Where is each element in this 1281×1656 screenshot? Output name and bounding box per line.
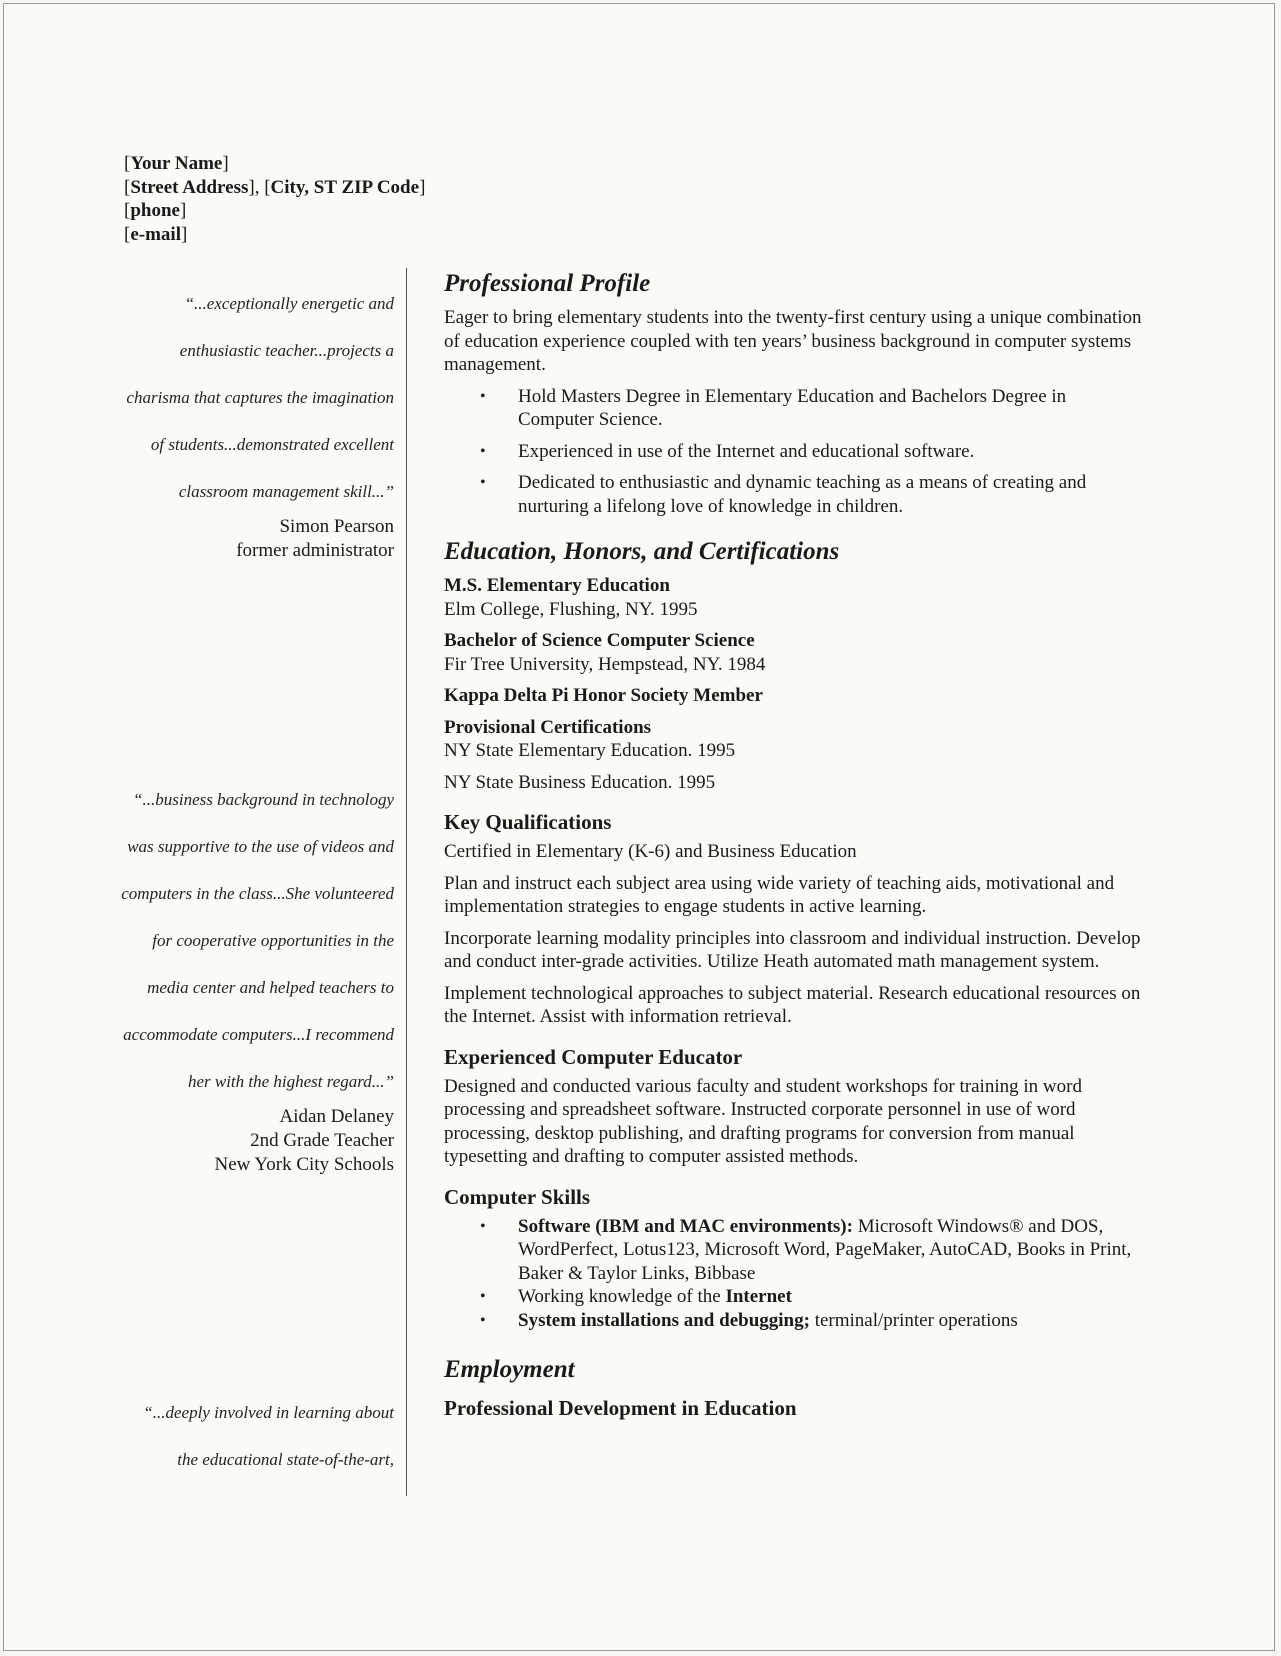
educator-text: Designed and conducted various faculty and student workshops for training in word processing and spreadsheet software. Instructed corporate personnel in use of word processing, desktop publishing, and drafting programs for conversion from manual typesetting and drafting to computer assisted methods. xyxy=(444,1075,1082,1167)
list-item: • Working knowledge of the Internet xyxy=(444,1285,1144,1309)
testimonial-attribution: Simon Pearson former administrator xyxy=(236,516,394,561)
skills-heading: Computer Skills xyxy=(444,1184,591,1209)
education-item: M.S. Elementary Education Elm College, Flushing, NY. 1995 xyxy=(444,575,698,620)
email-placeholder: e-mail xyxy=(130,223,181,245)
education-item: NY State Business Education. 1995 xyxy=(444,771,716,793)
qualification-item: Incorporate learning modality principles into classroom and individual instruction. Develop and conduct inter-grade activities. Utilize Heath automated math management system. xyxy=(444,927,1141,972)
testimonial-attribution: Aidan Delaney 2nd Grade Teacher New York City Schools xyxy=(214,1106,394,1175)
main-column xyxy=(444,268,1144,1426)
qualifications-heading: Key Qualifications xyxy=(444,810,612,834)
employment-heading: Employment xyxy=(444,1356,575,1383)
name-placeholder: Your Name xyxy=(130,153,223,174)
profile-heading: Professional Profile xyxy=(444,270,651,297)
testimonial-quote: “...deeply involved in learning about the educational state-of-the-art, xyxy=(143,1403,394,1469)
list-item: • Hold Masters Degree in Elementary Education and Bachelors Degree in Computer Science. xyxy=(444,385,1144,432)
contact-header: [Your Name] [Street Address], [City, ST ZIP Code] [phone] [e-mail] xyxy=(124,153,426,245)
education-item: Kappa Delta Pi Honor Society Member xyxy=(444,685,763,706)
testimonial-quote: “...exceptionally energetic and enthusiastic teacher...projects a charisma that captures the imagination of students...demonstrated excellent classroom management skill...” xyxy=(126,294,394,501)
education-item: Bachelor of Science Computer Science Fir Tree University, Hempstead, NY. 1984 xyxy=(444,630,766,675)
city-placeholder: City, ST ZIP Code xyxy=(270,176,420,198)
qualification-item: Certified in Elementary (K-6) and Business Education xyxy=(444,841,857,862)
testimonial-3 xyxy=(110,1389,394,1483)
profile-summary: Eager to bring elementary students into the twenty-first century using a unique combination of education experience coupled with ten years’ business background in computer systems management. xyxy=(444,307,1142,375)
list-item: • System installations and debugging; terminal/printer operations xyxy=(444,1309,1144,1333)
skills-list xyxy=(444,1215,1144,1333)
qualification-item: Plan and instruct each subject area using wide variety of teaching aids, motivational and implementation strategies to engage students in active learning. xyxy=(444,872,1115,917)
phone-placeholder: phone xyxy=(130,200,180,221)
education-item: Provisional Certifications NY State Elementary Education. 1995 xyxy=(444,716,736,761)
employment-subheading: Professional Development in Education xyxy=(444,1396,797,1420)
testimonial-1 xyxy=(110,280,394,563)
column-divider xyxy=(406,268,407,1496)
testimonial-quote: “...business background in technology was supportive to the use of videos and computers in the class...She volunteered for cooperative opportunities in the media center and helped teachers to accommodate computers...I recommend her with the highest regard...” xyxy=(121,790,394,1091)
street-placeholder: Street Address xyxy=(130,176,249,198)
list-item: • Dedicated to enthusiastic and dynamic teaching as a means of creating and nurturing a lifelong love of knowledge in children. xyxy=(444,471,1144,518)
qualification-item: Implement technological approaches to subject material. Research educational resources on the Internet. Assist with information retrieval. xyxy=(444,982,1141,1027)
list-item: • Software (IBM and MAC environments): Microsoft Windows® and DOS, WordPerfect, Lotus123, Microsoft Word, PageMaker, AutoCAD, Books in Print, Baker & Taylor Links, Bibbase xyxy=(444,1215,1144,1286)
list-item: • Experienced in use of the Internet and educational software. xyxy=(444,440,1144,464)
profile-bullets xyxy=(444,385,1144,519)
educator-heading: Experienced Computer Educator xyxy=(444,1044,743,1069)
education-heading: Education, Honors, and Certifications xyxy=(444,538,840,565)
testimonial-2 xyxy=(110,776,394,1177)
